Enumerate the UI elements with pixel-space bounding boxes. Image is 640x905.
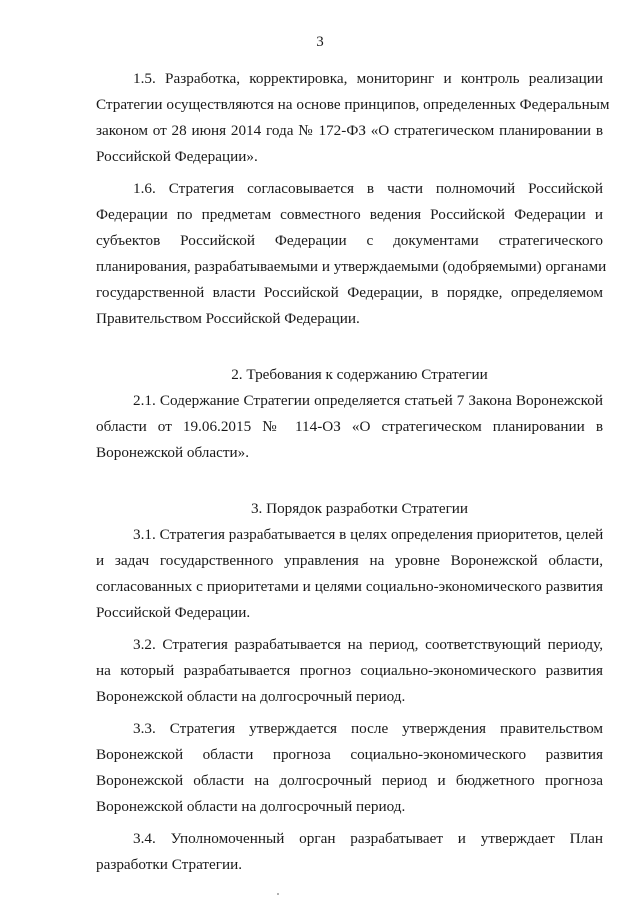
text-line: на который разрабатывается прогноз социально-экономического развития <box>96 662 603 679</box>
text-line: Федерации по предметам совместного ведения Российской Федерации и <box>96 206 603 223</box>
text-line: 3.2. Стратегия разрабатывается на период, соответствующий периоду, <box>133 636 603 653</box>
text-line: 3.4. Уполномоченный орган разрабатывает и утверждает План <box>133 830 603 847</box>
text-line: Стратегии осуществляются на основе принципов, определенных Федеральным <box>96 96 610 113</box>
text-line: Воронежской области прогноза социально-экономического развития <box>96 746 603 763</box>
text-line: Воронежской области на долгосрочный период. <box>96 688 406 705</box>
text-line: планирования, разрабатываемыми и утверждаемыми (одобряемыми) органами <box>96 258 607 275</box>
text-line: 1.5. Разработка, корректировка, мониторинг и контроль реализации <box>133 70 603 87</box>
paragraph-3-1 <box>96 522 603 626</box>
paragraph-1-6 <box>96 176 607 332</box>
text-line: разработки Стратегии. <box>96 856 243 873</box>
text-line: 1.6. Стратегия согласовывается в части полномочий Российской <box>133 180 603 197</box>
paragraph-2-1 <box>96 388 603 466</box>
document-body <box>96 66 610 878</box>
text-line: Правительством Российской Федерации. <box>96 310 360 327</box>
section-heading-2: 2. Требования к содержанию Стратегии <box>231 366 488 383</box>
text-line: 2.1. Содержание Стратегии определяется статьей 7 Закона Воронежской <box>133 392 603 409</box>
paragraph-1-5 <box>96 66 610 170</box>
text-line: области от 19.06.2015 № 114-ОЗ «О стратегическом планировании в <box>96 418 603 435</box>
text-line: Российской Федерации». <box>96 148 258 165</box>
text-line: субъектов Российской Федерации с документами стратегического <box>96 232 603 249</box>
text-line: Воронежской области на долгосрочный период. <box>96 798 406 815</box>
text-line: 3.1. Стратегия разрабатывается в целях определения приоритетов, целей <box>133 526 604 543</box>
text-line: законом от 28 июня 2014 года № 172-ФЗ «О стратегическом планировании в <box>96 122 603 139</box>
text-line: Российской Федерации. <box>96 604 251 621</box>
paragraph-3-4 <box>96 826 603 878</box>
scan-speck <box>277 893 279 895</box>
text-line: согласованных с приоритетами и целями социально-экономического развития <box>96 578 603 595</box>
paragraph-3-3 <box>96 716 603 820</box>
paragraph-3-2 <box>96 632 603 710</box>
section-heading-3: 3. Порядок разработки Стратегии <box>250 500 469 517</box>
text-line: 3.3. Стратегия утверждается после утверждения правительством <box>133 720 603 737</box>
page-number: 3 <box>316 34 324 50</box>
text-line: и задач государственного управления на уровне Воронежской области, <box>96 552 603 569</box>
text-line: Воронежской области на долгосрочный период и бюджетного прогноза <box>96 772 603 789</box>
text-line: Воронежской области». <box>96 444 250 461</box>
text-line: государственной власти Российской Федерации, в порядке, определяемом <box>96 284 603 301</box>
